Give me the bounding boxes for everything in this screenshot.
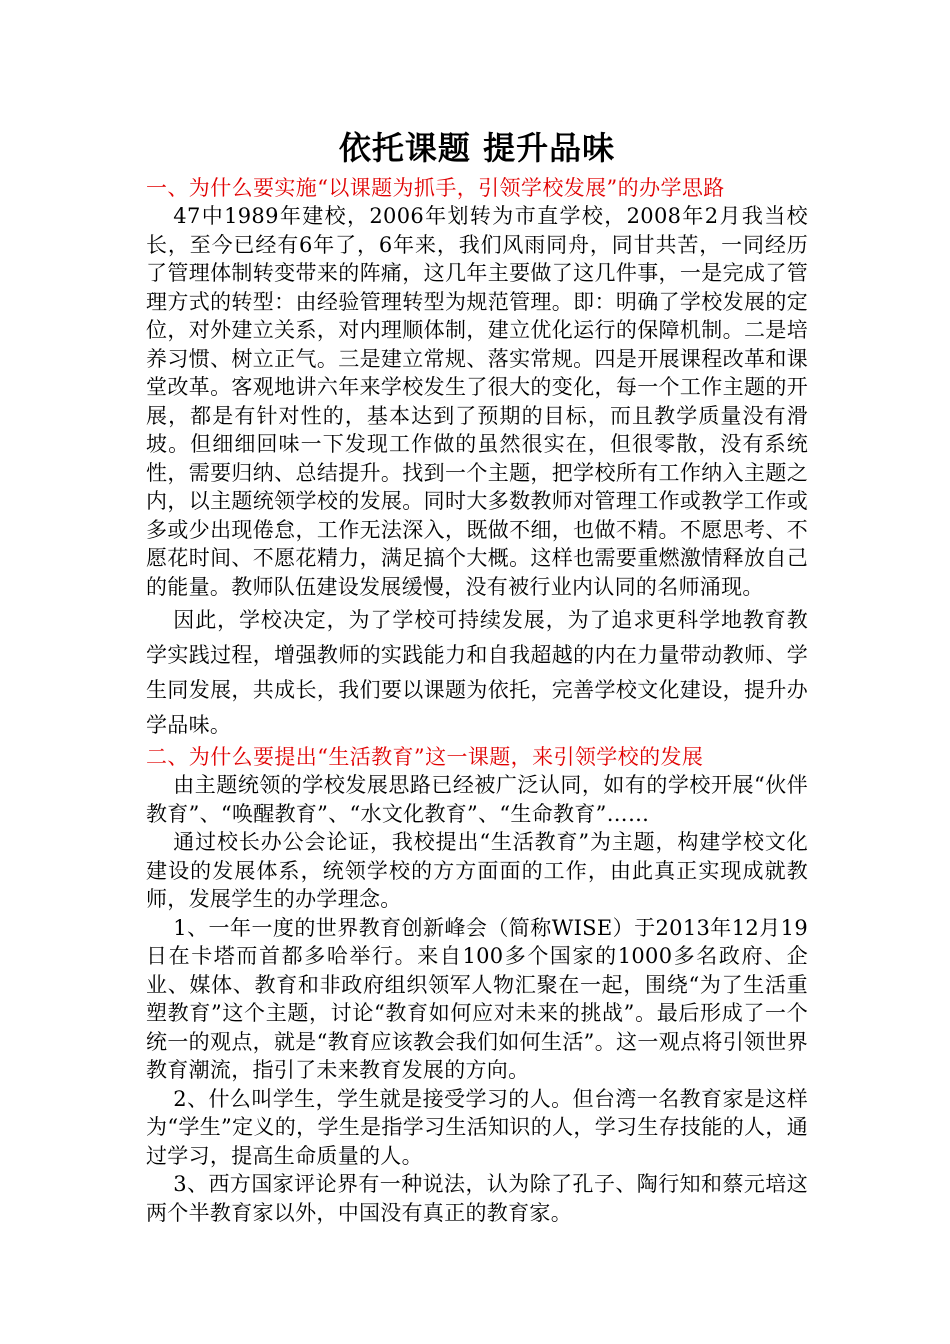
section-1-paragraph-2: 因此，学校决定，为了学校可持续发展，为了追求更科学地教育教学实践过程，增强教师的实践能力和自我超越的内在力量带动教师、学生同发展，共成长，我们要以课题为依托，完善学校文化建设，提升办学品味。	[146, 608, 808, 737]
section-2-paragraph-2: 通过校长办公会论证，我校提出“生活教育”为主题，构建学校文化建设的发展体系，统领学校的方方面面的工作，由此真正实现成就教师，发展学生的办学理念。	[146, 830, 808, 911]
section-2-paragraph-3: 1、一年一度的世界教育创新峰会（简称WISE）于2013年12月19日在卡塔而首都多哈举行。来自100多个国家的1000多名政府、企业、媒体、教育和非政府组织领军人物汇聚在一起，围绕“为了生活重塑教育”这个主题，讨论“教育如何应对未来的挑战”。最后形成了一个统一的观点，就是“教育应该教会我们如何生活”。这一观点将引领世界教育潮流，指引了未来教育发展的方向。	[146, 915, 808, 1082]
section-2-paragraph-1: 由主题统领的学校发展思路已经被广泛认同，如有的学校开展“伙伴教育”、“唤醒教育”、“水文化教育”、“生命教育”……	[146, 773, 808, 826]
section-2-heading: 二、为什么要提出“生活教育”这一课题，来引领学校的发展	[146, 745, 704, 769]
section-2-paragraph-5: 3、西方国家评论界有一种说法，认为除了孔子、陶行知和蔡元培这两个半教育家以外，中国没有真正的教育家。	[146, 1172, 808, 1225]
section-1-heading: 一、为什么要实施“以课题为抓手，引领学校发展”的办学思路	[146, 176, 725, 200]
section-2-paragraph-4: 2、什么叫学生，学生就是接受学习的人。但台湾一名教育家是这样为“学生”定义的，学生是指学习生活知识的人，学习生存技能的人，通过学习，提高生命质量的人。	[146, 1086, 808, 1168]
section-1-paragraph-1: 47中1989年建校，2006年划转为市直学校，2008年2月我当校长，至今已经有6年了，6年来，我们风雨同舟，同甘共苦，一同经历了管理体制转变带来的阵痛，这几年主要做了这几件事，一是完成了管理方式的转型：由经验管理转型为规范管理。即：明确了学校发展的定位，对外建立关系，对内理顺体制，建立优化运行的保障机制。二是培养习惯、树立正气。三是建立常规、落实常规。四是开展课程改革和课堂改革。客观地讲六年来学校发生了很大的变化，每一个工作主题的开展，都是有针对性的，基本达到了预期的目标，而且教学质量没有滑坡。但细细回味一下发现工作做的虽然很实在，但很零散，没有系统性，需要归纳、总结提升。找到一个主题，把学校所有工作纳入主题之内，以主题统领学校的发展。同时大多数教师对管理工作或教学工作或多或少出现倦怠，工作无法深入，既做不细，也做不精。不愿思考、不愿花时间、不愿花精力，满足搞个大概。这样也需要重燃激情释放自己的能量。教师队伍建设发展缓慢，没有被行业内认同的名师涌现。	[146, 204, 808, 599]
document-page	[146, 128, 808, 1227]
document-title: 依托课题 提升品味	[338, 129, 616, 167]
